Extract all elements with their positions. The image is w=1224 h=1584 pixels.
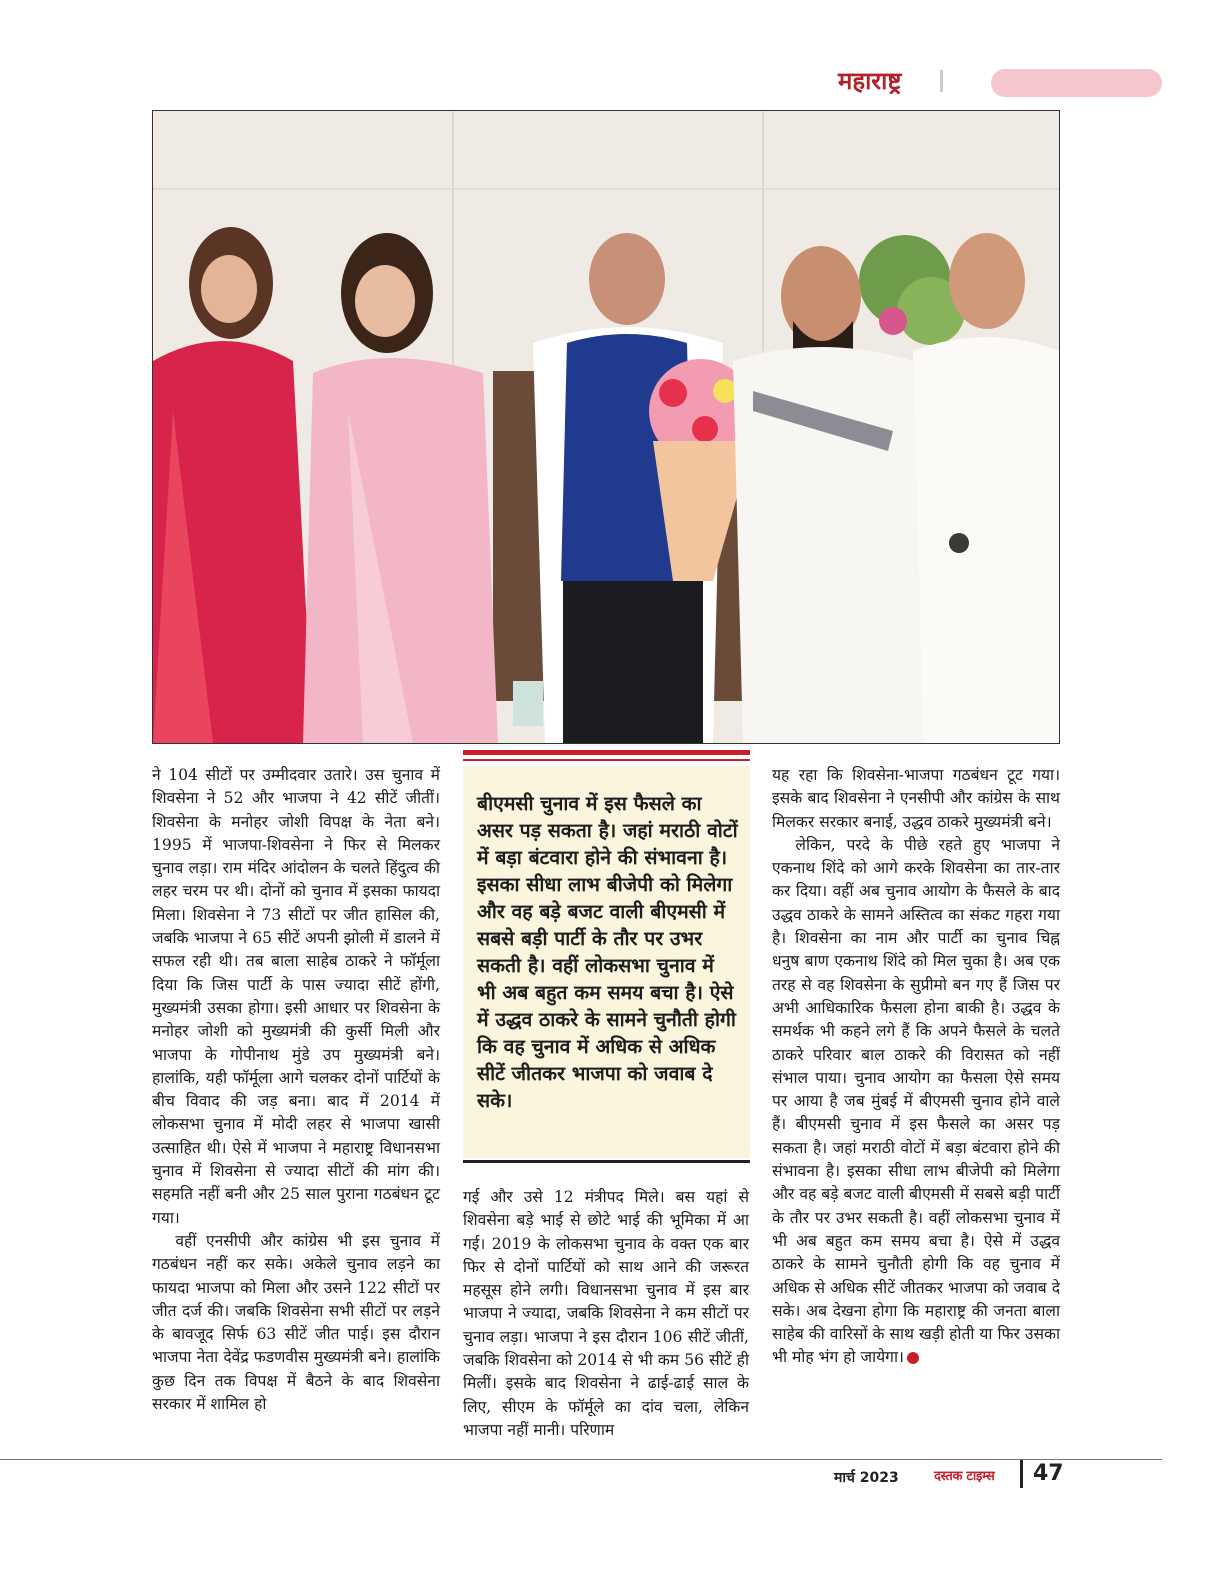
footer-date: मार्च 2023 bbox=[834, 1470, 899, 1486]
column2-paragraph-1: गई और उसे 12 मंत्रीपद मिले। बस यहां से शिवसेना बड़े भाई से छोटे भाई की भूमिका में आ गई। 2019 के लोकसभा चुनाव के वक्त एक बार फिर से दोनों पार्टियों को साथ आने की जरूरत महसूस होने लगी। विधानसभा चुनाव में इस बार भाजपा ने ज्यादा, जबकि शिवसेना ने कम सीटों पर चुनाव लड़ा। भाजपा ने इस दौरान 106 सीटें जीतीं, जबकि शिवसेना को 2014 से भी कम 56 सीटें ही मिलीं। इसके बाद शिवसेना ने ढाई-ढाई साल के लिए, सीएम के फॉर्मूले का दांव चला, लेकिन भाजपा नहीं मानी। परिणाम bbox=[463, 1188, 749, 1439]
footer-bar bbox=[1020, 1460, 1023, 1488]
pull-quote-top-rule-thin bbox=[463, 759, 750, 761]
header-decoration-pill bbox=[991, 69, 1162, 97]
article-column-1 bbox=[152, 764, 440, 1416]
pull-quote-top-rule bbox=[463, 750, 750, 755]
column3-paragraph-2 bbox=[772, 834, 1060, 1370]
pull-quote-text: बीएमसी चुनाव में इस फैसले का असर पड़ सकता है। जहां मराठी वोटों में बड़ा बंटवारा होने की संभावना है। इसका सीधा लाभ बीजेपी को मिलेगा और वह बड़े बजट वाली बीएमसी में सबसे बड़ी पार्टी के तौर पर उभर सकती है। वहीं लोकसभा चुनाव में भी अब बहुत कम समय बचा है। ऐसे में उद्धव ठाकरे के सामने चुनौती होगी कि वह चुनाव में अधिक से अधिक सीटें जीतकर भाजपा को जवाब दे सके। bbox=[477, 792, 738, 1112]
footer-divider bbox=[0, 1459, 1162, 1460]
photo-image bbox=[153, 111, 1059, 743]
pull-quote-box bbox=[463, 766, 750, 1158]
column1-paragraph-1: ने 104 सीटों पर उम्मीदवार उतारे। उस चुनाव में शिवसेना ने 52 और भाजपा ने 42 सीटें जीतीं। शिवसेना के मनोहर जोशी विपक्ष के नेता बने। 1995 में भाजपा-शिवसेना ने फिर से मिलकर चुनाव लड़ा। राम मंदिर आंदोलन के चलते हिंदुत्व की लहर चरम पर थी। दोनों को चुनाव में इसका फायदा मिला। शिवसेना ने 73 सीटों पर जीत हासिल की, जबकि भाजपा ने 65 सीटें अपनी झोली में डालने में सफल रही थी। तब बाला साहेब ठाकरे ने फॉर्मूला दिया कि जिस पार्टी के पास ज्यादा सीटें होंगी, मुख्यमंत्री उसका होगा। इसी आधार पर शिवसेना के मनोहर जोशी को मुख्यमंत्री की कुर्सी मिली और भाजपा के गोपीनाथ मुंडे उप मुख्यमंत्री बने। हालांकि, यही फॉर्मूला आगे चलकर दोनों पार्टियों के बीच विवाद की जड़ बना। बाद में 2014 में लोकसभा चुनाव में मोदी लहर से भाजपा खासी उत्साहित थी। ऐसे में भाजपा ने महाराष्ट्र विधानसभा चुनाव में शिवसेना से ज्यादा सीटों की मांग की। सहमति नहीं बनी और 25 साल पुराना गठबंधन टूट गया। bbox=[152, 766, 440, 1227]
pull-quote-bottom-rule bbox=[463, 1160, 750, 1163]
article-photo bbox=[152, 110, 1060, 744]
pull-quote bbox=[463, 750, 750, 1166]
column3-paragraph-1: यह रहा कि शिवसेना-भाजपा गठबंधन टूट गया। इसके बाद शिवसेना ने एनसीपी और कांग्रेस के साथ मिलकर सरकार बनाई, उद्धव ठाकरे मुख्यमंत्री बने। bbox=[772, 766, 1060, 831]
article-column-2 bbox=[463, 1186, 749, 1442]
article-column-3 bbox=[772, 764, 1060, 1370]
column3-paragraph-2-text: लेकिन, परदे के पीछे रहते हुए भाजपा ने एकनाथ शिंदे को आगे करके शिवसेना का तार-तार कर दिया। वहीं अब चुनाव आयोग के फैसले के बाद उद्धव ठाकरे के सामने अस्तित्व का संकट गहरा गया है। शिवसेना का नाम और पार्टी का चुनाव चिह्न धनुष बाण एकनाथ शिंदे को मिल चुका है। अब एक तरह से वह शिवसेना के सुप्रीमो बन गए हैं जिस पर अभी आधिकारिक फैसला होना बाकी है। उद्धव के समर्थक भी कहने लगे हैं कि अपने फैसले के चलते ठाकरे परिवार बाल ठाकरे की विरासत को नहीं संभाल पाया। चुनाव आयोग का फैसला ऐसे समय पर आया है जब मुंबई में बीएमसी चुनाव होने वाले हैं। बीएमसी चुनाव में इस फैसले का असर पड़ सकता है। जहां मराठी वोटों में बड़ा बंटवारा होने की संभावना है। इसका सीधा लाभ बीजेपी को मिलेगा और वह बड़े बजट वाली बीएमसी में सबसे बड़ी पार्टी के तौर पर उभर सकती है। वहीं लोकसभा चुनाव में भी अब बहुत कम समय बचा है। ऐसे में उद्धव ठाकरे के सामने चुनौती होगी कि वह चुनाव में अधिक से अधिक सीटें जीतकर भाजपा को जवाब दे सके। अब देखना होगा कि महाराष्ट्र की जनता बाला साहेब की वारिसों के साथ खड़ी होती या फिर उसका भी मोह भंग हो जायेगा। bbox=[772, 835, 1060, 1367]
section-title: महाराष्ट्र bbox=[838, 67, 902, 95]
page-number: 47 bbox=[1033, 1461, 1064, 1486]
column1-paragraph-2: वहीं एनसीपी और कांग्रेस भी इस चुनाव में गठबंधन नहीं कर सके। अकेले चुनाव लड़ने का फायदा भाजपा को मिला और उसने 122 सीटों पर जीत दर्ज की। जबकि शिवसेना सभी सीटों पर लड़ने के बावजूद सिर्फ 63 सीटें जीत पाई। इस दौरान भाजपा नेता देवेंद्र फडणवीस मुख्यमंत्री बने। हालांकि कुछ दिन तक विपक्ष में बैठने के बाद शिवसेना सरकार में शामिल हो bbox=[152, 1231, 440, 1414]
end-mark-icon bbox=[907, 1352, 919, 1364]
header-divider bbox=[940, 70, 943, 92]
magazine-logo: दस्तक टाइम्स bbox=[934, 1469, 995, 1484]
